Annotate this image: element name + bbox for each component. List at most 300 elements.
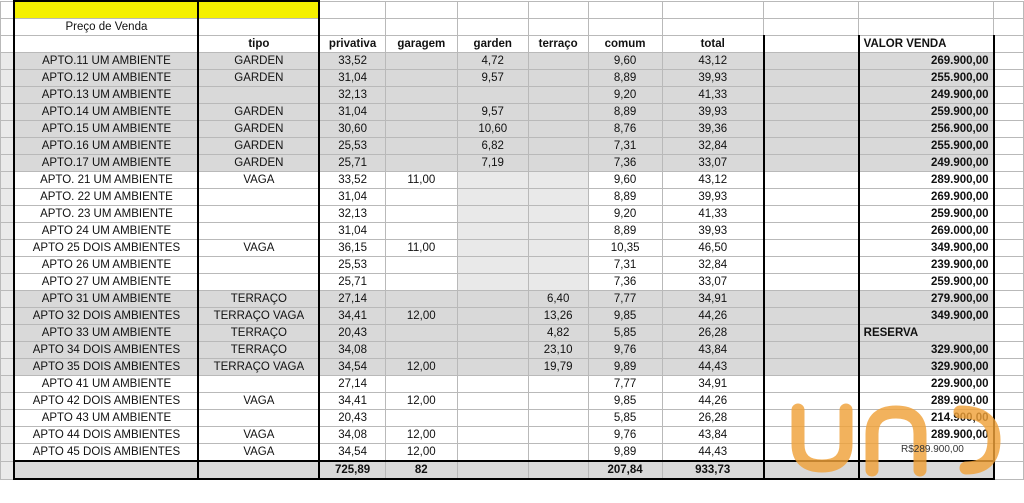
terraco-cell[interactable]	[528, 70, 588, 87]
terraco-cell[interactable]	[528, 87, 588, 104]
terraco-cell[interactable]	[528, 410, 588, 427]
tipo-cell[interactable]	[198, 410, 319, 427]
cell-blank[interactable]	[385, 19, 457, 36]
valor-venda-cell[interactable]: 214.900,00	[859, 410, 994, 427]
cell-blank[interactable]	[994, 461, 1024, 479]
blank-col-cell[interactable]	[764, 342, 859, 359]
total-cell[interactable]: 33,07	[662, 155, 764, 172]
privativa-cell[interactable]: 34,08	[319, 342, 385, 359]
total-cell[interactable]: 43,84	[662, 342, 764, 359]
tipo-cell[interactable]: VAGA	[198, 240, 319, 257]
blank-col-cell[interactable]	[764, 240, 859, 257]
garden-cell[interactable]: 6,82	[457, 138, 528, 155]
tipo-cell[interactable]: GARDEN	[198, 121, 319, 138]
unit-name-cell[interactable]: APTO 45 DOIS AMBIENTES	[14, 444, 198, 462]
privativa-cell[interactable]: 32,13	[319, 87, 385, 104]
row-gutter-cell[interactable]	[1, 444, 15, 462]
comum-cell[interactable]: 9,76	[588, 427, 662, 444]
total-cell[interactable]: 44,43	[662, 444, 764, 462]
garagem-cell[interactable]: 12,00	[385, 359, 457, 376]
garagem-cell[interactable]	[385, 138, 457, 155]
garagem-cell[interactable]: 12,00	[385, 393, 457, 410]
garden-cell[interactable]: 4,72	[457, 53, 528, 70]
valor-venda-cell[interactable]: 259.900,00	[859, 206, 994, 223]
unit-name-cell[interactable]: APTO 26 UM AMBIENTE	[14, 257, 198, 274]
unit-name-cell[interactable]: APTO.14 UM AMBIENTE	[14, 104, 198, 121]
valor-venda-cell[interactable]: 289.900,00	[859, 393, 994, 410]
header-garden[interactable]: garden	[457, 36, 528, 53]
unit-name-cell[interactable]: APTO 25 DOIS AMBIENTES	[14, 240, 198, 257]
unit-name-cell[interactable]: APTO 33 UM AMBIENTE	[14, 325, 198, 342]
privativa-cell[interactable]: 25,53	[319, 138, 385, 155]
garagem-cell[interactable]	[385, 104, 457, 121]
header-valor-venda[interactable]: VALOR VENDA	[859, 36, 994, 53]
garden-cell[interactable]	[457, 325, 528, 342]
cell-blank[interactable]	[859, 19, 994, 36]
tipo-cell[interactable]: VAGA	[198, 393, 319, 410]
cell-blank[interactable]	[1, 36, 15, 53]
totals-blank[interactable]	[14, 461, 198, 479]
blank-col-cell[interactable]	[764, 376, 859, 393]
totals-blank[interactable]	[457, 461, 528, 479]
terraco-cell[interactable]	[528, 240, 588, 257]
valor-venda-cell[interactable]: 255.900,00	[859, 70, 994, 87]
total-cell[interactable]: 32,84	[662, 257, 764, 274]
row-gutter-cell[interactable]	[1, 206, 15, 223]
header-unit[interactable]	[14, 36, 198, 53]
tipo-cell[interactable]	[198, 206, 319, 223]
cell-blank[interactable]	[994, 291, 1024, 308]
header-comum[interactable]: comum	[588, 36, 662, 53]
row-gutter-cell[interactable]	[1, 342, 15, 359]
total-cell[interactable]: 39,93	[662, 223, 764, 240]
valor-venda-cell[interactable]: 256.900,00	[859, 121, 994, 138]
cell-blank[interactable]	[385, 1, 457, 19]
row-gutter-cell[interactable]	[1, 121, 15, 138]
garagem-cell[interactable]: 12,00	[385, 427, 457, 444]
garden-cell[interactable]	[457, 274, 528, 291]
cell-blank[interactable]	[994, 172, 1024, 189]
garden-cell[interactable]	[457, 189, 528, 206]
totals-blank[interactable]	[764, 461, 859, 479]
valor-venda-cell[interactable]: 255.900,00	[859, 138, 994, 155]
terraco-cell[interactable]: 23,10	[528, 342, 588, 359]
row-gutter-cell[interactable]	[1, 410, 15, 427]
cell-blank[interactable]	[662, 1, 764, 19]
comum-cell[interactable]: 9,60	[588, 172, 662, 189]
total-cell[interactable]: 39,93	[662, 104, 764, 121]
comum-cell[interactable]: 8,89	[588, 189, 662, 206]
row-gutter-cell[interactable]	[1, 325, 15, 342]
unit-name-cell[interactable]: APTO 34 DOIS AMBIENTES	[14, 342, 198, 359]
yellow-cell[interactable]	[198, 1, 319, 19]
privativa-cell[interactable]: 34,41	[319, 393, 385, 410]
blank-col-cell[interactable]	[764, 444, 859, 462]
row-gutter-cell[interactable]	[1, 257, 15, 274]
garden-cell[interactable]: 9,57	[457, 104, 528, 121]
comum-cell[interactable]: 8,76	[588, 121, 662, 138]
comum-cell[interactable]: 9,60	[588, 53, 662, 70]
row-gutter-cell[interactable]	[1, 376, 15, 393]
tipo-cell[interactable]: VAGA	[198, 172, 319, 189]
cell-blank[interactable]	[457, 1, 528, 19]
garden-cell[interactable]	[457, 87, 528, 104]
blank-col-cell[interactable]	[764, 87, 859, 104]
privativa-cell[interactable]: 33,52	[319, 172, 385, 189]
terraco-cell[interactable]	[528, 104, 588, 121]
blank-col-cell[interactable]	[764, 393, 859, 410]
header-blank[interactable]	[764, 36, 859, 53]
tipo-cell[interactable]	[198, 223, 319, 240]
garagem-cell[interactable]	[385, 121, 457, 138]
unit-name-cell[interactable]: APTO 42 DOIS AMBIENTES	[14, 393, 198, 410]
valor-venda-cell[interactable]: 329.900,00	[859, 342, 994, 359]
valor-venda-cell[interactable]: 269.000,00	[859, 223, 994, 240]
row-gutter-cell[interactable]	[1, 274, 15, 291]
cell-blank[interactable]	[994, 393, 1024, 410]
blank-col-cell[interactable]	[764, 104, 859, 121]
cell-blank[interactable]	[994, 410, 1024, 427]
tipo-cell[interactable]: TERRAÇO VAGA	[198, 308, 319, 325]
comum-cell[interactable]: 9,76	[588, 342, 662, 359]
cell-blank[interactable]	[994, 121, 1024, 138]
blank-col-cell[interactable]	[764, 257, 859, 274]
garden-cell[interactable]	[457, 206, 528, 223]
unit-name-cell[interactable]: APTO. 23 UM AMBIENTE	[14, 206, 198, 223]
garagem-cell[interactable]	[385, 189, 457, 206]
privativa-cell[interactable]: 31,04	[319, 70, 385, 87]
valor-venda-cell[interactable]: 249.900,00	[859, 87, 994, 104]
comum-cell[interactable]: 8,89	[588, 70, 662, 87]
garagem-cell[interactable]	[385, 274, 457, 291]
comum-cell[interactable]: 8,89	[588, 104, 662, 121]
garagem-cell[interactable]	[385, 291, 457, 308]
blank-col-cell[interactable]	[764, 427, 859, 444]
comum-cell[interactable]: 7,36	[588, 155, 662, 172]
blank-col-cell[interactable]	[764, 155, 859, 172]
garagem-cell[interactable]	[385, 53, 457, 70]
total-privativa[interactable]: 725,89	[319, 461, 385, 479]
cell-blank[interactable]	[994, 342, 1024, 359]
tipo-cell[interactable]: TERRAÇO	[198, 291, 319, 308]
garagem-cell[interactable]	[385, 155, 457, 172]
blank-col-cell[interactable]	[764, 206, 859, 223]
blank-col-cell[interactable]	[764, 325, 859, 342]
comum-cell[interactable]: 7,77	[588, 291, 662, 308]
blank-col-cell[interactable]	[764, 121, 859, 138]
garden-cell[interactable]: 10,60	[457, 121, 528, 138]
garden-cell[interactable]	[457, 444, 528, 462]
unit-name-cell[interactable]: APTO 31 UM AMBIENTE	[14, 291, 198, 308]
privativa-cell[interactable]: 25,71	[319, 155, 385, 172]
privativa-cell[interactable]: 36,15	[319, 240, 385, 257]
header-total[interactable]: total	[662, 36, 764, 53]
blank-col-cell[interactable]	[764, 138, 859, 155]
privativa-cell[interactable]: 33,52	[319, 53, 385, 70]
unit-name-cell[interactable]: APTO 43 UM AMBIENTE	[14, 410, 198, 427]
garagem-cell[interactable]: 11,00	[385, 240, 457, 257]
cell-blank[interactable]	[994, 104, 1024, 121]
cell-blank[interactable]	[994, 427, 1024, 444]
cell-blank[interactable]	[994, 19, 1024, 36]
cell-blank[interactable]	[994, 444, 1024, 462]
valor-venda-cell[interactable]: 289.900,00	[859, 172, 994, 189]
totals-blank[interactable]	[859, 461, 994, 479]
garagem-cell[interactable]	[385, 325, 457, 342]
cell-blank[interactable]	[994, 138, 1024, 155]
cell-blank[interactable]	[528, 19, 588, 36]
unit-name-cell[interactable]: APTO.15 UM AMBIENTE	[14, 121, 198, 138]
privativa-cell[interactable]: 30,60	[319, 121, 385, 138]
valor-venda-cell[interactable]: 259.900,00	[859, 274, 994, 291]
garagem-cell[interactable]	[385, 70, 457, 87]
cell-blank[interactable]	[859, 1, 994, 19]
row-gutter-cell[interactable]	[1, 104, 15, 121]
row-gutter-cell[interactable]	[1, 155, 15, 172]
row-gutter-cell[interactable]	[1, 359, 15, 376]
terraco-cell[interactable]	[528, 444, 588, 462]
garden-cell[interactable]	[457, 172, 528, 189]
total-cell[interactable]: 41,33	[662, 87, 764, 104]
privativa-cell[interactable]: 27,14	[319, 291, 385, 308]
row-gutter-cell[interactable]	[1, 393, 15, 410]
valor-venda-cell[interactable]: 289.900,00	[859, 427, 994, 444]
privativa-cell[interactable]: 34,54	[319, 444, 385, 462]
row-gutter-cell[interactable]	[1, 223, 15, 240]
total-cell[interactable]: 43,84	[662, 427, 764, 444]
total-cell[interactable]: 34,91	[662, 291, 764, 308]
totals-blank[interactable]	[198, 461, 319, 479]
cell-blank[interactable]	[319, 19, 385, 36]
cell-blank[interactable]	[319, 1, 385, 19]
tipo-cell[interactable]: GARDEN	[198, 155, 319, 172]
blank-col-cell[interactable]	[764, 410, 859, 427]
terraco-cell[interactable]	[528, 172, 588, 189]
row-gutter-cell[interactable]	[1, 291, 15, 308]
garden-cell[interactable]	[457, 257, 528, 274]
unit-name-cell[interactable]: APTO 27 UM AMBIENTE	[14, 274, 198, 291]
row-gutter-cell[interactable]	[1, 189, 15, 206]
terraco-cell[interactable]: 13,26	[528, 308, 588, 325]
blank-col-cell[interactable]	[764, 308, 859, 325]
comum-cell[interactable]: 8,89	[588, 223, 662, 240]
row-gutter-cell[interactable]	[1, 87, 15, 104]
cell-blank[interactable]	[994, 36, 1024, 53]
garden-cell[interactable]	[457, 240, 528, 257]
comum-cell[interactable]: 9,89	[588, 359, 662, 376]
unit-name-cell[interactable]: APTO 44 DOIS AMBIENTES	[14, 427, 198, 444]
terraco-cell[interactable]	[528, 206, 588, 223]
valor-venda-cell[interactable]: 329.900,00	[859, 359, 994, 376]
preco-de-venda-label[interactable]: Preço de Venda	[14, 19, 198, 36]
unit-name-cell[interactable]: APTO.13 UM AMBIENTE	[14, 87, 198, 104]
terraco-cell[interactable]	[528, 257, 588, 274]
terraco-cell[interactable]	[528, 138, 588, 155]
total-cell[interactable]: 44,26	[662, 393, 764, 410]
cell-blank[interactable]	[528, 1, 588, 19]
cell-blank[interactable]	[588, 19, 662, 36]
valor-venda-cell[interactable]: RESERVA	[859, 325, 994, 342]
blank-col-cell[interactable]	[764, 274, 859, 291]
cell-blank[interactable]	[994, 308, 1024, 325]
blank-col-cell[interactable]	[764, 291, 859, 308]
total-total[interactable]: 933,73	[662, 461, 764, 479]
terraco-cell[interactable]: 4,82	[528, 325, 588, 342]
unit-name-cell[interactable]: APTO.17 UM AMBIENTE	[14, 155, 198, 172]
cell-blank[interactable]	[994, 223, 1024, 240]
terraco-cell[interactable]: 19,79	[528, 359, 588, 376]
blank-col-cell[interactable]	[764, 359, 859, 376]
garagem-cell[interactable]	[385, 257, 457, 274]
tipo-cell[interactable]: GARDEN	[198, 138, 319, 155]
row-gutter-cell[interactable]	[1, 308, 15, 325]
comum-cell[interactable]: 10,35	[588, 240, 662, 257]
header-tipo[interactable]: tipo	[198, 36, 319, 53]
header-garagem[interactable]: garagem	[385, 36, 457, 53]
total-cell[interactable]: 39,36	[662, 121, 764, 138]
comum-cell[interactable]: 7,31	[588, 257, 662, 274]
garagem-cell[interactable]	[385, 410, 457, 427]
yellow-cell[interactable]	[14, 1, 198, 19]
privativa-cell[interactable]: 20,43	[319, 325, 385, 342]
garden-cell[interactable]	[457, 376, 528, 393]
tipo-cell[interactable]: TERRAÇO	[198, 342, 319, 359]
comum-cell[interactable]: 7,31	[588, 138, 662, 155]
tipo-cell[interactable]: TERRAÇO	[198, 325, 319, 342]
unit-name-cell[interactable]: APTO 35 DOIS AMBIENTES	[14, 359, 198, 376]
garden-cell[interactable]	[457, 308, 528, 325]
row-gutter-cell[interactable]	[1, 53, 15, 70]
comum-cell[interactable]: 9,85	[588, 393, 662, 410]
row-gutter-cell[interactable]	[1, 138, 15, 155]
blank-col-cell[interactable]	[764, 70, 859, 87]
total-cell[interactable]: 39,93	[662, 70, 764, 87]
cell-blank[interactable]	[994, 53, 1024, 70]
comum-cell[interactable]: 9,20	[588, 206, 662, 223]
comum-cell[interactable]: 9,85	[588, 308, 662, 325]
row-gutter-cell[interactable]	[1, 70, 15, 87]
comum-cell[interactable]: 5,85	[588, 325, 662, 342]
privativa-cell[interactable]: 34,54	[319, 359, 385, 376]
comum-cell[interactable]: 5,85	[588, 410, 662, 427]
valor-venda-cell[interactable]: 279.900,00	[859, 291, 994, 308]
garden-cell[interactable]: 9,57	[457, 70, 528, 87]
valor-venda-cell[interactable]: 269.900,00	[859, 189, 994, 206]
terraco-cell[interactable]	[528, 223, 588, 240]
total-cell[interactable]: 26,28	[662, 410, 764, 427]
terraco-cell[interactable]	[528, 189, 588, 206]
tipo-cell[interactable]: VAGA	[198, 444, 319, 462]
header-privativa[interactable]: privativa	[319, 36, 385, 53]
privativa-cell[interactable]: 32,13	[319, 206, 385, 223]
tipo-cell[interactable]: GARDEN	[198, 53, 319, 70]
cell-blank[interactable]	[994, 257, 1024, 274]
valor-venda-cell[interactable]: 239.900,00	[859, 257, 994, 274]
blank-col-cell[interactable]	[764, 189, 859, 206]
terraco-cell[interactable]: 6,40	[528, 291, 588, 308]
garden-cell[interactable]	[457, 223, 528, 240]
total-cell[interactable]: 39,93	[662, 189, 764, 206]
garagem-cell[interactable]	[385, 376, 457, 393]
garagem-cell[interactable]	[385, 206, 457, 223]
total-cell[interactable]: 44,26	[662, 308, 764, 325]
garagem-cell[interactable]	[385, 223, 457, 240]
total-cell[interactable]: 26,28	[662, 325, 764, 342]
total-cell[interactable]: 43,12	[662, 172, 764, 189]
terraco-cell[interactable]	[528, 53, 588, 70]
garden-cell[interactable]	[457, 410, 528, 427]
cell-blank[interactable]	[994, 155, 1024, 172]
privativa-cell[interactable]: 34,41	[319, 308, 385, 325]
unit-name-cell[interactable]: APTO.11 UM AMBIENTE	[14, 53, 198, 70]
garagem-cell[interactable]: 11,00	[385, 172, 457, 189]
tipo-cell[interactable]	[198, 274, 319, 291]
tipo-cell[interactable]	[198, 257, 319, 274]
valor-venda-cell[interactable]: 349.900,00	[859, 240, 994, 257]
terraco-cell[interactable]	[528, 427, 588, 444]
total-cell[interactable]: 34,91	[662, 376, 764, 393]
valor-venda-cell[interactable]: 269.900,00	[859, 53, 994, 70]
valor-venda-cell[interactable]: 249.900,00	[859, 155, 994, 172]
blank-col-cell[interactable]	[764, 172, 859, 189]
row-gutter-cell[interactable]	[1, 172, 15, 189]
privativa-cell[interactable]: 31,04	[319, 189, 385, 206]
unit-name-cell[interactable]: APTO. 21 UM AMBIENTE	[14, 172, 198, 189]
privativa-cell[interactable]: 34,08	[319, 427, 385, 444]
valor-venda-cell[interactable]: 349.900,00	[859, 308, 994, 325]
cell-blank[interactable]	[994, 1, 1024, 19]
total-cell[interactable]: 41,33	[662, 206, 764, 223]
privativa-cell[interactable]: 31,04	[319, 104, 385, 121]
cell-blank[interactable]	[1, 1, 15, 19]
garden-cell[interactable]: 7,19	[457, 155, 528, 172]
cell-blank[interactable]	[198, 19, 319, 36]
cell-blank[interactable]	[994, 206, 1024, 223]
total-cell[interactable]: 43,12	[662, 53, 764, 70]
total-cell[interactable]: 33,07	[662, 274, 764, 291]
cell-blank[interactable]	[994, 359, 1024, 376]
terraco-cell[interactable]	[528, 155, 588, 172]
tipo-cell[interactable]	[198, 189, 319, 206]
unit-name-cell[interactable]: APTO. 22 UM AMBIENTE	[14, 189, 198, 206]
garden-cell[interactable]	[457, 427, 528, 444]
total-cell[interactable]: 46,50	[662, 240, 764, 257]
cell-blank[interactable]	[994, 70, 1024, 87]
privativa-cell[interactable]: 27,14	[319, 376, 385, 393]
cell-blank[interactable]	[994, 189, 1024, 206]
tipo-cell[interactable]	[198, 87, 319, 104]
total-comum[interactable]: 207,84	[588, 461, 662, 479]
row-gutter-cell[interactable]	[1, 240, 15, 257]
total-garagem[interactable]: 82	[385, 461, 457, 479]
unit-name-cell[interactable]: APTO.12 UM AMBIENTE	[14, 70, 198, 87]
tipo-cell[interactable]	[198, 376, 319, 393]
total-cell[interactable]: 32,84	[662, 138, 764, 155]
terraco-cell[interactable]	[528, 393, 588, 410]
garagem-cell[interactable]: 12,00	[385, 444, 457, 462]
comum-cell[interactable]: 7,77	[588, 376, 662, 393]
row-gutter-cell[interactable]	[1, 427, 15, 444]
row-gutter-cell[interactable]	[1, 461, 15, 479]
garden-cell[interactable]	[457, 359, 528, 376]
unit-name-cell[interactable]: APTO 32 DOIS AMBIENTES	[14, 308, 198, 325]
tipo-cell[interactable]: VAGA	[198, 427, 319, 444]
comum-cell[interactable]: 9,89	[588, 444, 662, 462]
privativa-cell[interactable]: 31,04	[319, 223, 385, 240]
terraco-cell[interactable]	[528, 274, 588, 291]
cell-blank[interactable]	[994, 240, 1024, 257]
garden-cell[interactable]	[457, 393, 528, 410]
